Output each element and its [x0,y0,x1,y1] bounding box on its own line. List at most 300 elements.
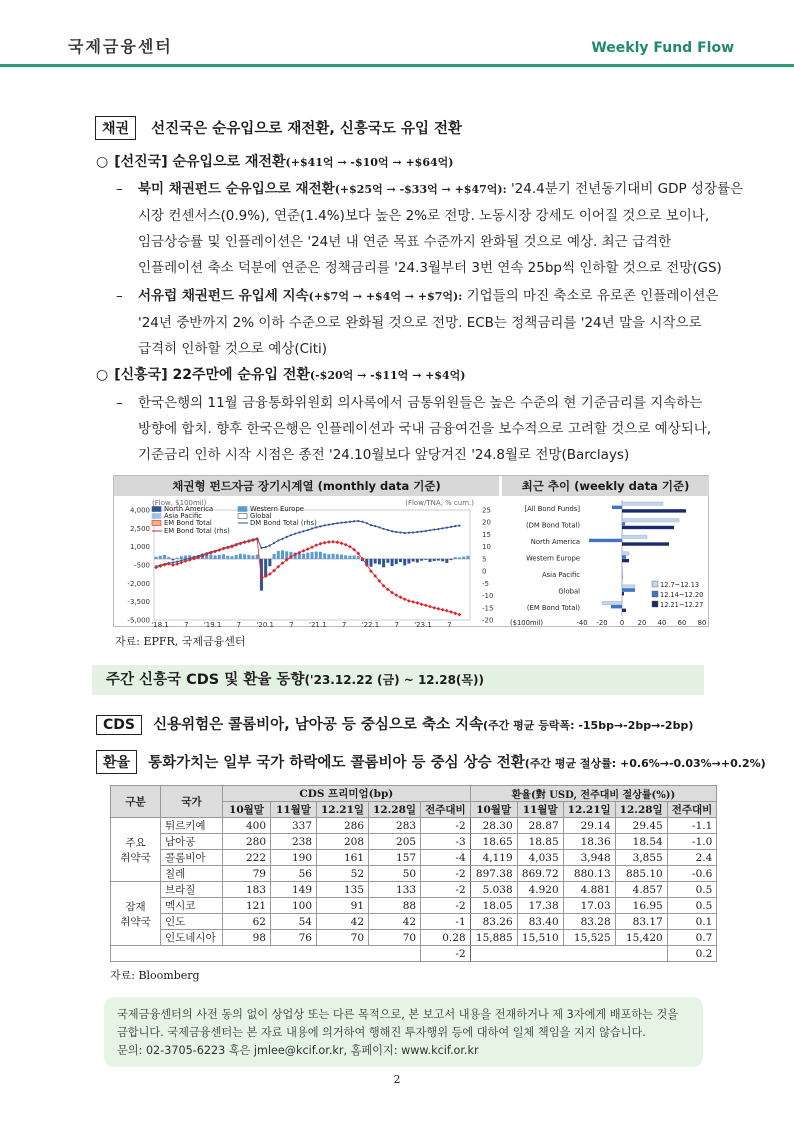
value-cell: 4.857 [615,882,667,898]
value-cell: 83.28 [563,914,615,930]
value-cell: 135 [317,882,369,898]
flow-bar [256,554,259,558]
disclaimer-line-0: 국제금융센터의 사전 동의 없이 상업상 또는 다른 목적으로, 본 보고서 내용을 전재하거나 제 3자에게 배포하는 것을 [117,1008,679,1021]
legend-label: EM Bond Total [164,519,212,527]
y-tick-label: -5,000 [127,616,150,625]
group-cell [111,818,161,882]
value-cell: 149 [271,882,317,898]
country-cell: 멕시코 [161,898,223,914]
table-row [111,818,717,834]
legend-swatch [652,581,658,587]
cds-col-0: 10월말 [223,802,271,818]
flow-bar [226,556,229,559]
weekly-bar [622,575,623,578]
flow-bar [391,559,394,566]
value-cell: 50 [369,866,421,882]
dm-cum-point [374,525,376,527]
right-unit: (Flow/TNA, % cum.) [405,499,474,507]
value-cell: 17.03 [563,898,615,914]
table-row [111,930,717,946]
em-cum-point [340,541,344,545]
weekly-bar [622,509,686,512]
flow-bar [247,555,250,559]
value-cell: 2.4 [667,850,717,866]
value-cell: -2 [421,898,471,914]
dm-cum-point [340,522,342,524]
em-cum-point [331,540,335,544]
avg-spacer [111,946,421,962]
flow-bar [319,552,322,559]
flow-bar [424,559,427,560]
flow-bar [348,556,351,559]
flow-bar [273,554,276,559]
value-cell: 205 [369,834,421,850]
value-cell: 83.40 [517,914,563,930]
dm-cum-point [298,531,300,533]
em-cum-point [449,610,453,614]
weekly-bar [622,519,679,522]
value-cell: 0.5 [667,882,717,898]
dm-cum-point [425,530,427,532]
dm-cum-point [311,527,313,529]
legend-label: Asia Pacific [164,512,203,520]
dm-cum-point [281,538,283,540]
value-cell: 869.72 [517,866,563,882]
value-cell: 0.5 [667,898,717,914]
fx-tag: 환율 [96,750,137,774]
value-cell: 283 [369,818,421,834]
value-cell: 238 [271,834,317,850]
dm-cum-point [328,524,330,526]
dm-cum-point [433,528,435,530]
legend-swatch [152,514,161,519]
na-head: 북미 채권펀드 순유입으로 재전환 [138,181,335,197]
flow-bar [412,559,415,562]
em-cum-point [306,547,310,551]
table-body [111,818,717,962]
value-cell: 17.38 [517,898,563,914]
bond-section-heading [95,116,462,140]
x-tick-label: 60 [677,619,687,627]
legend-label: Western Europe [250,505,304,513]
flow-bar [285,551,288,559]
na-line-2: 임금상승률 및 인플레이션은 '24년 내 연준 목표 수준까지 완화될 것으로 예상. 최근 급격한 [138,234,672,250]
flow-bar [420,559,423,561]
value-cell: 28.30 [470,818,517,834]
flow-bar [433,559,436,561]
value-cell: 897.38 [470,866,517,882]
dm-cum-point [302,530,304,532]
flow-bar [428,559,431,562]
y2-tick-label: 25 [482,506,491,515]
flow-bar [466,556,469,559]
flow-bar [382,559,385,567]
y2-tick-label: -5 [482,579,489,588]
banner-date: ('23.12.22 (금) ~ 12.28(목)) [304,673,484,687]
legend-swatch [152,507,161,512]
category-label: [All Bond Funds] [524,504,580,513]
value-cell: -1 [421,914,471,930]
header-divider [0,64,794,67]
weekly-bar [622,559,629,562]
value-cell: 4,035 [517,850,563,866]
flow-bar [454,557,457,559]
long-chart-title: 채권형 펀드자금 장기시계열 (monthly data 기준) [114,476,499,496]
value-cell: 15,420 [615,930,667,946]
em-cum-point [175,562,179,566]
dev-flow: (+$41억 → -$10억 → +$64억) [285,156,454,169]
value-cell: -4 [421,850,471,866]
value-cell: 0.28 [421,930,471,946]
value-cell: 76 [271,930,317,946]
value-cell: 62 [223,914,271,930]
legend-label: North America [164,505,214,513]
x-tick-label: '21.1 [309,621,327,627]
fx-heading [96,750,766,774]
value-cell: -1.0 [667,834,717,850]
flow-bar [243,554,246,559]
value-cell: 100 [271,898,317,914]
dm-cum-point [269,544,271,546]
page-number: 2 [393,1073,401,1086]
value-cell: -2 [421,866,471,882]
weekly-bar [622,535,647,538]
y-tick-label: -2,000 [127,579,150,588]
weekly-bar [589,539,622,542]
dm-cum-point [286,536,288,538]
em-flow: (-$20억 → -$11억 → +$4억) [309,369,466,382]
em-cum-point [445,609,449,613]
legend-label: EM Bond Total (rhs) [164,527,230,535]
em-cum-point [310,545,314,549]
y2-tick-label: 5 [482,555,487,564]
bond-tag: 채권 [95,116,136,140]
em-cum-point [432,606,436,610]
fx-col-0: 10월말 [470,802,517,818]
y2-tick-label: -20 [482,616,494,625]
em-cum-point [323,541,327,545]
cds-col-4: 전주대비 [421,802,471,818]
em-cum-point [403,597,407,601]
em-cum-point [171,563,175,567]
value-cell: 15,885 [470,930,517,946]
disclaimer-line-2: 문의: 02-3705-6223 혹은 jmlee@kcif.or.kr, 홈페이지: www.kcif.or.kr [117,1044,479,1057]
dm-cum-point [307,529,309,531]
flow-bar [180,556,183,559]
value-cell: 83.26 [470,914,517,930]
cds-col-3: 12.28일 [369,802,421,818]
dm-cum-point [265,546,267,548]
flow-bar [281,550,284,559]
weekly-bar [622,526,674,529]
value-cell: 4,119 [470,850,517,866]
legend-swatch [652,601,658,607]
flow-bar [277,551,280,559]
value-cell: 18.05 [470,898,517,914]
legend-swatch [152,521,161,526]
country-cell: 인도네시아 [161,930,223,946]
flow-bar [230,556,233,559]
flow-bar [403,559,406,566]
x-tick-label: 7 [341,621,347,627]
dm-cum-point [442,527,444,529]
flow-bar [416,559,419,563]
flow-bar [327,554,330,559]
flow-bar [332,554,335,559]
value-cell: 208 [317,834,369,850]
value-cell: 0.1 [667,914,717,930]
cds-fx-table-wrap [110,785,717,962]
dm-cum-point [332,523,334,525]
value-cell: 88 [369,898,421,914]
em-cum-point [420,603,424,607]
x-tick-label: '22.1 [361,621,380,627]
weekly-flow-chart [502,496,709,627]
flow-bar [171,559,174,560]
em-cum-point [415,601,419,605]
value-cell: -3 [421,834,471,850]
avg-fx: 0.2 [667,946,717,962]
flow-bar [399,559,402,562]
flow-bar [315,552,318,559]
dm-cum-point [387,529,389,531]
country-cell: 브라질 [161,882,223,898]
x-tick-label: 7 [236,621,242,627]
em-cum-point [407,599,411,603]
value-cell: 157 [369,850,421,866]
value-cell: 286 [317,818,369,834]
em-line-0: 한국은행의 11월 금융통화위원회 의사록에서 금통위원들은 높은 수준의 현 기준금리를 지속하는 [138,395,703,411]
em-cum-point [319,542,323,546]
flow-bar [310,552,313,559]
dm-cum-point [395,531,397,533]
x-tick-label: -40 [576,619,588,627]
y2-tick-label: -15 [482,604,494,613]
col-fx: 환율(對 USD, 전주대비 절상률(%)) [470,786,717,802]
we-flow: (+$7억 → +$4억 → +$7억): [308,290,463,303]
dm-cum-point [366,522,368,524]
country-cell: 인도 [161,914,223,930]
country-cell: 튀르키예 [161,818,223,834]
legend-label: DM Bond Total (rhs) [250,519,317,527]
dm-cum-point [324,524,326,526]
x-tick-label: 7 [184,621,189,627]
x-tick-label: 7 [447,621,452,627]
weekly-bar [612,506,622,509]
y-tick-label: -3,500 [127,598,150,607]
flow-bar [450,559,453,560]
cds-fx-banner [92,665,704,695]
dm-cum-point [454,525,456,527]
dm-cum-point [458,525,460,527]
dm-cum-point [416,531,418,533]
value-cell: 16.95 [615,898,667,914]
flow-bar [209,555,212,559]
value-cell: 400 [223,818,271,834]
dm-cum-point [319,525,321,527]
flow-bar [441,559,444,561]
country-cell: 남아공 [161,834,223,850]
table-row [111,898,717,914]
group-label: 취약국 [120,915,151,928]
category-label: Western Europe [526,554,580,563]
value-cell: 70 [317,930,369,946]
weekly-bar [622,568,623,571]
disclaimer-line-1: 금합니다. 국제금융센터는 본 자료 내용에 의거하여 행해진 투자행위 등에 대하여 일체 책임을 지지 않습니다. [117,1026,646,1039]
flow-bar [167,557,170,559]
em-cum-point [411,600,415,604]
cds-tag: CDS [96,715,142,735]
legend-label: 12.7~12.13 [660,581,700,589]
weekly-bar [622,588,635,591]
y2-tick-label: 20 [482,518,491,527]
x-tick-label: 7 [289,621,294,627]
value-cell: 222 [223,850,271,866]
em-cum-point [453,612,457,616]
dm-cum-point [349,521,351,523]
x-tick-label: '18.1 [151,621,169,627]
legend-label: 12.14~12.20 [660,591,704,599]
table-row [111,914,717,930]
flow-bar [268,559,271,566]
dm-cum-point [420,530,422,532]
value-cell: 91 [317,898,369,914]
value-cell: 133 [369,882,421,898]
value-cell: -2 [421,882,471,898]
value-cell: -0.6 [667,866,717,882]
unit-label: ($100mil) [510,619,543,627]
report-name: Weekly Fund Flow [591,40,734,56]
fx-title: 통화가치는 일부 국가 하락에도 콜롬비아 등 중심 상승 전환 [148,755,525,771]
weekly-bar [622,609,626,612]
em-cum-point [302,549,306,553]
value-cell: 183 [223,882,271,898]
flow-bar [214,555,217,559]
dm-cum-point [408,532,410,534]
left-unit: (Flow, $100mil) [152,499,207,507]
chart-source: 자료: EPFR, 국제금융센터 [115,635,246,648]
y-tick-label: -500 [134,561,150,570]
category-label: (DM Bond Total) [525,521,580,530]
dm-cum-point [391,530,393,532]
weekly-bar [622,552,629,555]
dm-cum-point [383,528,385,530]
flow-bar [458,557,461,558]
x-tick-label: '23.1 [414,621,432,627]
value-cell: 4.920 [517,882,563,898]
flow-bar [357,556,360,559]
weekly-bar [622,502,663,505]
legend-label: 12.21~12.27 [660,601,704,609]
dm-cum-point [357,520,359,522]
x-tick-label: 20 [637,619,647,627]
flow-bar [252,555,255,558]
value-cell: 161 [317,850,369,866]
em-cum-point [458,613,462,617]
flow-bar [386,559,389,563]
dm-cum-point [450,526,452,528]
flow-bar [340,555,343,559]
dev-heading: ○ [선진국] 순유입으로 재전환(+$41억 → -$10억 → +$64억) [96,154,454,170]
value-cell: 18.36 [563,834,615,850]
dm-cum-point [353,520,355,522]
weekly-bar [622,585,635,588]
value-cell: -1.1 [667,818,717,834]
weekly-chart-title: 최근 추이 (weekly data 기준) [502,476,709,496]
value-cell: 3,855 [615,850,667,866]
value-cell: 15,510 [517,930,563,946]
weekly-bar [622,542,669,545]
value-cell: 4.881 [563,882,615,898]
x-tick-label: 7 [394,621,399,627]
weekly-bar [611,605,622,608]
dm-cum-point [290,534,292,536]
na-line-3: 인플레이션 축소 덕분에 연준은 정책금리를 '24.3월부터 3번 연속 25bp씩 인하할 것으로 전망(GS) [138,260,722,276]
country-cell: 칠레 [161,866,223,882]
em-heading: ○ [신흥국] 22주만에 순유입 전환(-$20억 → -$11억 → +$4억) [96,367,466,383]
avg-spacer [470,946,667,962]
group-label: 취약국 [120,851,151,864]
dm-cum-point [273,542,275,544]
flow-bar [155,557,158,559]
we-head: 서유럽 채권펀드 유입세 지속 [138,288,309,304]
em-paragraph: – 한국은행의 11월 금융통화위원회 의사록에서 금통위원들은 높은 수준의 현 기준금리를 지속하는 방향에 합치. 향후 한국은행은 인플레이션과 국내 금융여건을 보수적으로 고려할 것으로 예상되나, 기준금리 인하 시작 시점은 종전 '24.10월보다 앞당겨진 '24.8월로 전망(Barclays) [138,390,736,468]
long-term-flow-chart [114,496,500,627]
em-cum-point [394,593,398,597]
dm-cum-point [361,521,363,523]
x-tick-label: 40 [657,619,667,627]
category-label: North America [530,537,580,546]
na-line-1: 시장 컨센서스(0.9%), 연준(1.4%)보다 높은 2%로 전망. 노동시장 강세도 이어질 것으로 보이나, [138,208,710,224]
em-line-1: 방향에 합치. 향후 한국은행은 인플레이션과 국내 금융여건을 보수적으로 고려할 것으로 예상되나, [138,421,712,437]
value-cell: 18.54 [615,834,667,850]
legend-label: Global [250,512,272,520]
value-cell: 29.45 [615,818,667,834]
dev-label: [선진국] 순유입으로 재전환 [114,154,286,170]
flow-bar [306,553,309,559]
table-source: 자료: Bloomberg [110,969,200,982]
x-tick-label: '20.1 [256,621,274,627]
value-cell: 98 [223,930,271,946]
we-line-2: 급격히 인하할 것으로 예상(Citi) [138,341,328,357]
weekly-bar [622,522,625,525]
dm-cum-point [277,539,279,541]
na-flow: (+$25억 → -$33억 → +$47억): [334,183,507,196]
average-row [111,946,717,962]
table-row [111,882,717,898]
table-row [111,866,717,882]
y2-tick-label: -10 [482,592,494,601]
country-cell: 콜롬비아 [161,850,223,866]
banner-title: 주간 신흥국 CDS 및 환율 동향 [106,672,305,688]
dm-cum-point [446,527,448,529]
group-label: 주요 [125,836,146,849]
flow-bar [437,559,440,561]
dm-cum-point [412,531,414,533]
cds-col-2: 12.21일 [317,802,369,818]
em-cum-point [327,540,331,544]
x-tick-label: '19.1 [203,621,222,627]
cds-title: 신용위험은 콜롬비아, 남아공 등 중심으로 축소 지속 [153,717,484,733]
legend-swatch [238,514,247,519]
value-cell: 29.14 [563,818,615,834]
value-cell: 83.17 [615,914,667,930]
x-tick-label: -20 [596,619,608,627]
flow-bar [260,559,263,591]
value-cell: 42 [317,914,369,930]
flow-bar [235,555,238,559]
weekly-bar [622,555,626,558]
